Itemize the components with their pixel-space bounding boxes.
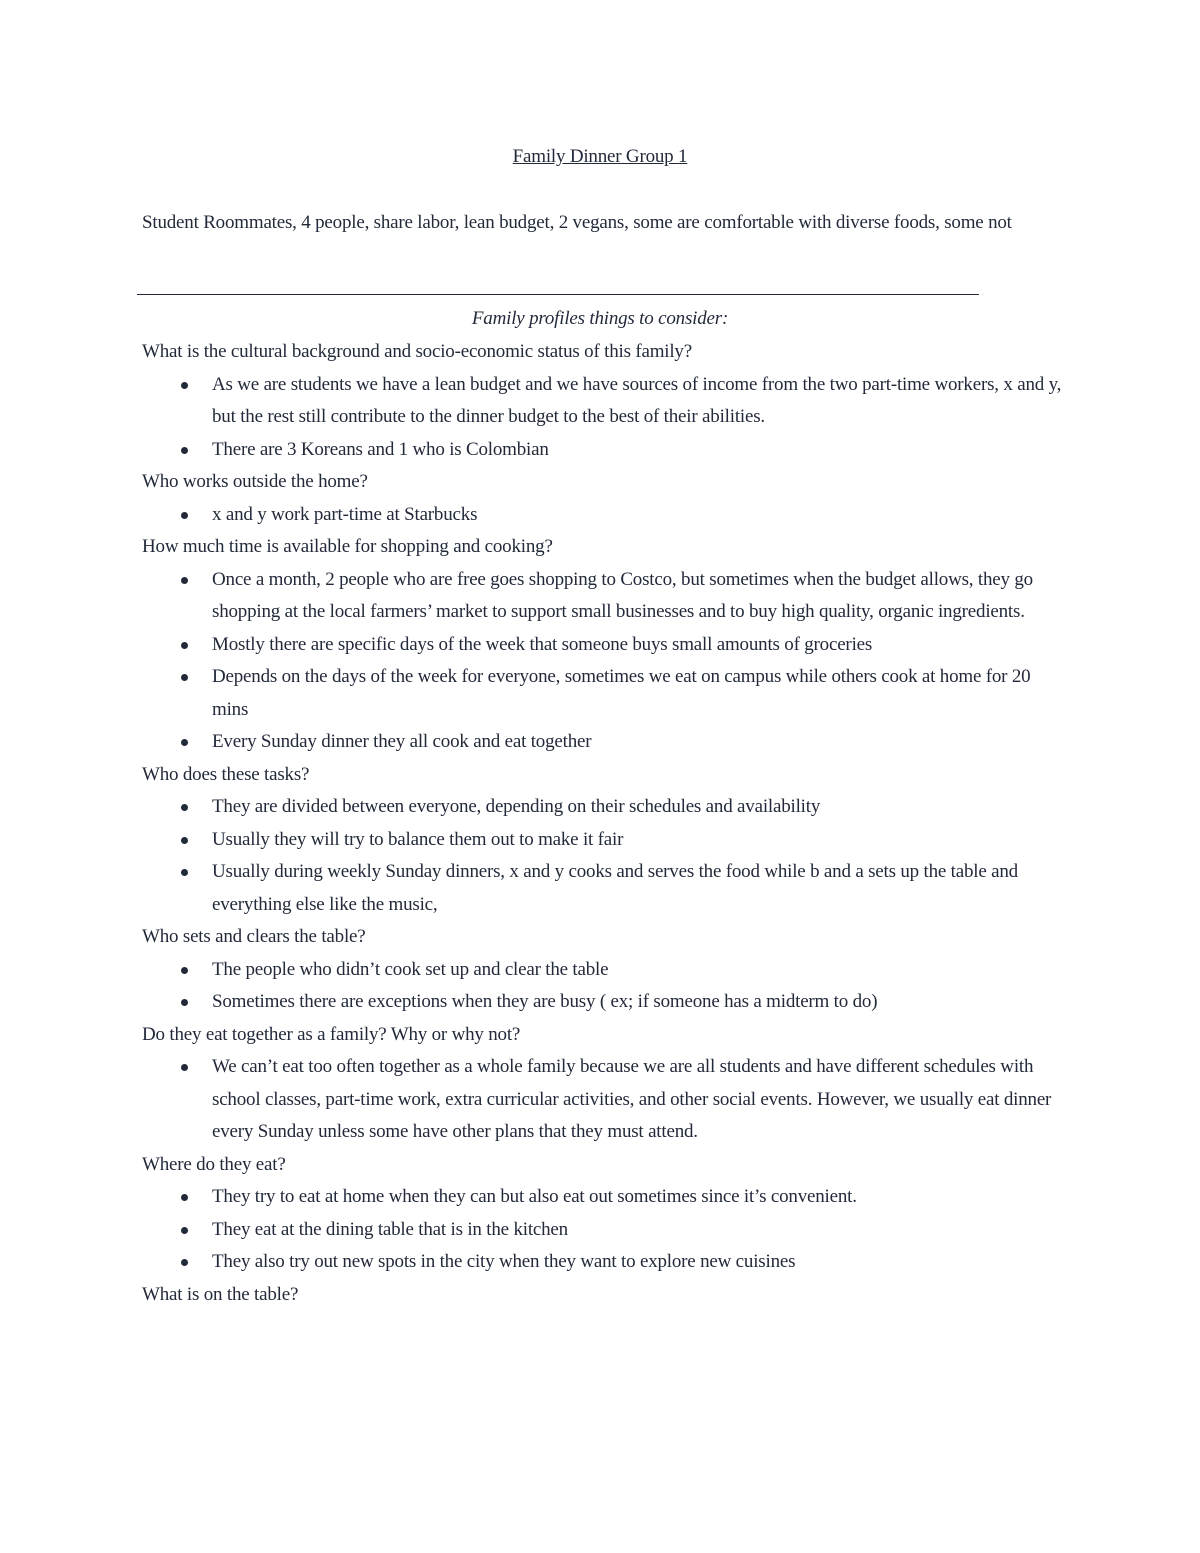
- questions-list: [142, 336, 1062, 1311]
- answer-bullet-item: There are 3 Koreans and 1 who is Colombian: [212, 434, 1062, 467]
- question-heading: Do they eat together as a family? Why or why not?: [142, 1023, 521, 1045]
- answer-bullet-item: Mostly there are specific days of the week that someone buys small amounts of groceries: [212, 629, 1062, 662]
- answer-bullet-item: Sometimes there are exceptions when they are busy ( ex; if someone has a midterm to do): [212, 986, 1062, 1019]
- section-subheading: Family profiles things to consider:: [471, 308, 729, 329]
- question-heading: Where do they eat?: [142, 1153, 286, 1175]
- answer-list: [142, 954, 1062, 1019]
- answer-list: [142, 369, 1062, 467]
- answer-bullet-item: Usually during weekly Sunday dinners, x and y cooks and serves the food while b and a sets up the table and everything else like the music,: [212, 856, 1062, 921]
- document-title: Family Dinner Group 1: [512, 146, 688, 167]
- intro-paragraph: Student Roommates, 4 people, share labor, lean budget, 2 vegans, some are comfortable with diverse foods, some not: [142, 212, 1012, 233]
- question-heading: How much time is available for shopping and cooking?: [142, 536, 553, 557]
- question-heading: Who sets and clears the table?: [142, 926, 366, 947]
- answer-list: [142, 1051, 1062, 1149]
- horizontal-rule: [137, 294, 979, 295]
- question-heading: What is the cultural background and socio-economic status of this family?: [142, 341, 692, 362]
- answer-bullet-item: Every Sunday dinner they all cook and eat together: [212, 726, 1062, 759]
- answer-bullet-item: They are divided between everyone, depending on their schedules and availability: [212, 791, 1062, 824]
- answer-list: [142, 564, 1062, 759]
- question-heading: Who does these tasks?: [142, 763, 310, 785]
- answer-bullet-item: We can’t eat too often together as a whole family because we are all students and have different schedules with school classes, part-time work, extra curricular activities, and other social events. However, we usually eat dinner every Sunday unless some have other plans that they must attend.: [212, 1051, 1062, 1149]
- question-heading: Who works outside the home?: [142, 471, 368, 492]
- answer-bullet-item: They also try out new spots in the city when they want to explore new cuisines: [212, 1246, 1062, 1279]
- question-heading: What is on the table?: [142, 1283, 299, 1305]
- answer-bullet-item: As we are students we have a lean budget and we have sources of income from the two part-time workers, x and y, but the rest still contribute to the dinner budget to the best of their abilities.: [212, 369, 1062, 434]
- answer-bullet-item: They eat at the dining table that is in the kitchen: [212, 1214, 1062, 1247]
- answer-bullet-item: They try to eat at home when they can but also eat out sometimes since it’s convenient.: [212, 1181, 1062, 1214]
- answer-bullet-item: Once a month, 2 people who are free goes shopping to Costco, but sometimes when the budget allows, they go shopping at the local farmers’ market to support small businesses and to buy high quality, organic ingredients.: [212, 564, 1062, 629]
- answer-list: [142, 1181, 1062, 1279]
- answer-bullet-item: x and y work part-time at Starbucks: [212, 499, 1062, 532]
- answer-list: [142, 499, 1062, 532]
- answer-bullet-item: Depends on the days of the week for everyone, sometimes we eat on campus while others cook at home for 20 mins: [212, 661, 1062, 726]
- answer-list: [142, 791, 1062, 921]
- answer-bullet-item: Usually they will try to balance them out to make it fair: [212, 824, 1062, 857]
- answer-bullet-item: The people who didn’t cook set up and clear the table: [212, 954, 1062, 987]
